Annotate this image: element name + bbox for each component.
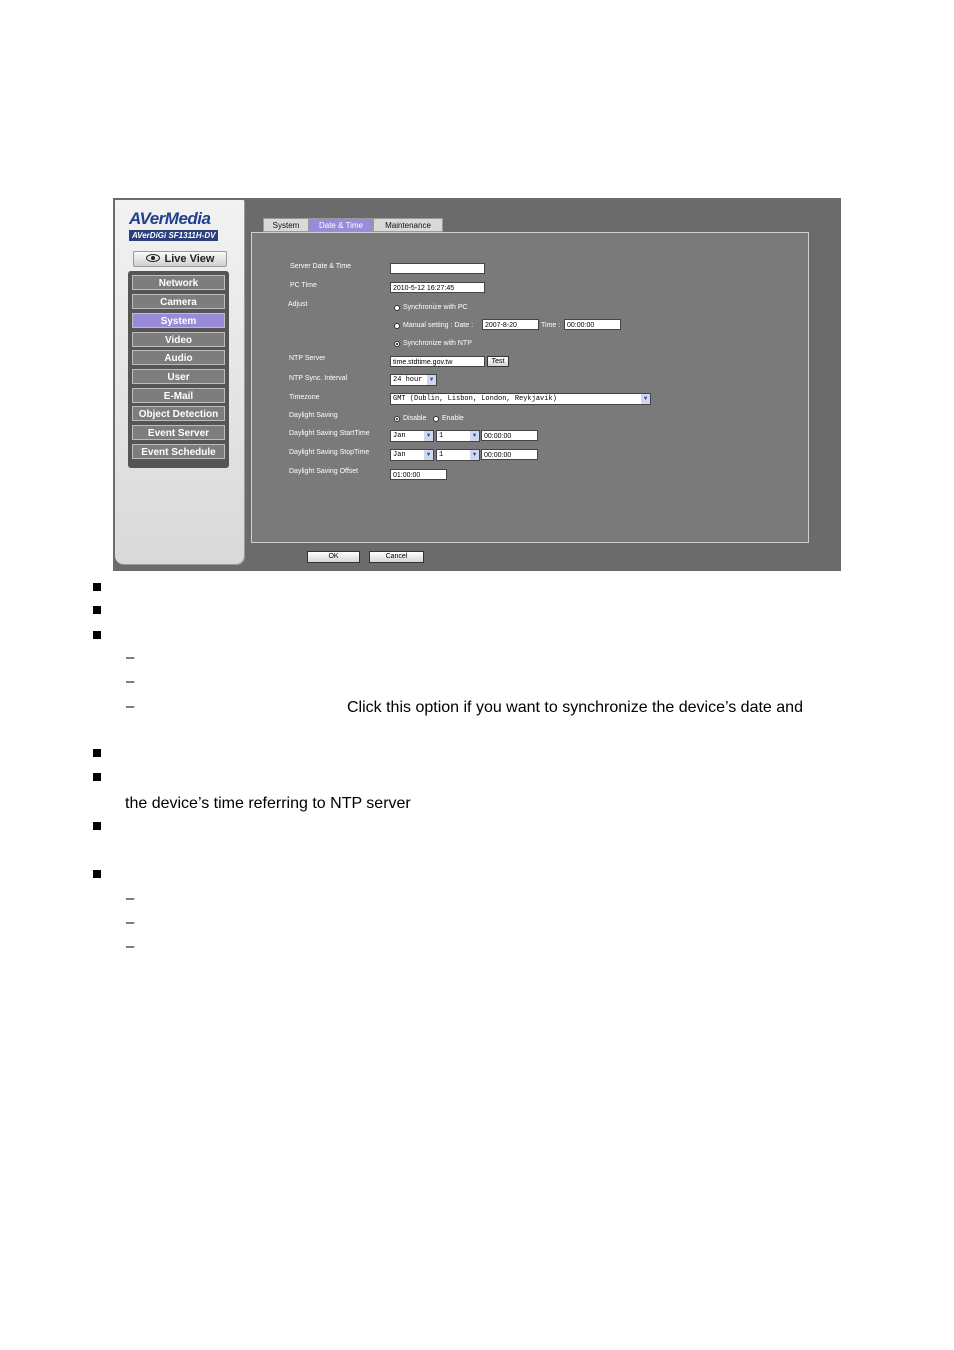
sidebar-item-system[interactable]: System xyxy=(132,313,225,328)
square-bullet-icon xyxy=(93,870,101,878)
radio-icon xyxy=(433,416,439,422)
manual-date-input[interactable]: 2007-8-20 xyxy=(482,319,539,330)
dash-bullet: – xyxy=(126,649,135,666)
server-datetime-field xyxy=(390,263,485,274)
dst-stop-time-input[interactable]: 00:00:00 xyxy=(481,449,538,460)
eye-icon xyxy=(146,253,160,265)
cancel-button[interactable]: Cancel xyxy=(369,551,424,563)
sidebar-item-camera[interactable]: Camera xyxy=(132,294,225,309)
ntp-server-label: NTP Server xyxy=(289,355,326,362)
ntp-server-input[interactable]: time.stdtime.gov.tw xyxy=(390,356,485,367)
dash-bullet: – xyxy=(126,698,135,715)
sidebar-item-email[interactable]: E-Mail xyxy=(132,388,225,403)
chevron-down-icon: ▼ xyxy=(427,375,436,385)
tab-system[interactable]: System xyxy=(263,218,309,232)
radio-selected-icon xyxy=(394,341,400,347)
dst-stop-day-select[interactable] xyxy=(436,449,480,461)
sidebar xyxy=(115,200,244,564)
manual-setting-radio[interactable] xyxy=(394,322,473,329)
live-view-button[interactable] xyxy=(133,251,227,267)
tab-maintenance[interactable]: Maintenance xyxy=(373,218,443,232)
radio-icon xyxy=(394,323,400,329)
dst-enable-radio[interactable] xyxy=(433,415,464,422)
settings-panel xyxy=(251,232,809,543)
pc-time-label: PC Time xyxy=(290,282,317,289)
square-bullet-icon xyxy=(93,606,101,614)
ntp-description-continuation: the device’s time referring to NTP server xyxy=(125,795,411,812)
dash-bullet: – xyxy=(126,914,135,931)
manual-time-input[interactable]: 00:00:00 xyxy=(564,319,621,330)
server-datetime-label: Server Date & Time xyxy=(290,263,352,270)
square-bullet-icon xyxy=(93,773,101,781)
radio-selected-icon xyxy=(394,416,400,422)
sync-ntp-radio[interactable] xyxy=(394,340,472,347)
square-bullet-icon xyxy=(93,583,101,591)
camera-web-ui-screenshot xyxy=(113,198,841,571)
ntp-interval-select[interactable] xyxy=(390,374,437,386)
chevron-down-icon: ▼ xyxy=(470,431,479,441)
manual-time-label: Time : xyxy=(541,322,561,329)
sidebar-menu xyxy=(128,271,229,468)
pc-time-field: 2010-5-12 16:27:45 xyxy=(390,282,485,293)
square-bullet-icon xyxy=(93,749,101,757)
adjust-label: Adjust xyxy=(288,301,308,308)
sidebar-item-event-schedule[interactable]: Event Schedule xyxy=(132,444,225,459)
chevron-down-icon: ▼ xyxy=(424,450,433,460)
sidebar-item-network[interactable]: Network xyxy=(132,275,225,290)
dst-start-month-value: Jan xyxy=(393,432,406,440)
chevron-down-icon: ▼ xyxy=(641,394,650,404)
sidebar-item-audio[interactable]: Audio xyxy=(132,350,225,365)
tab-date-time[interactable]: Date & Time xyxy=(309,218,373,232)
radio-icon xyxy=(394,305,400,311)
square-bullet-icon xyxy=(93,822,101,830)
dst-disable-radio[interactable] xyxy=(394,415,426,422)
timezone-label: Timezone xyxy=(289,394,320,401)
dst-stop-label: Daylight Saving StopTime xyxy=(289,449,370,456)
dst-start-day-value: 1 xyxy=(439,432,444,440)
timezone-select[interactable] xyxy=(390,393,651,405)
sidebar-item-object-detection[interactable]: Object Detection xyxy=(132,406,225,421)
model-badge: AVerDiGi SF1311H-DV xyxy=(129,230,218,241)
sync-pc-label: Synchronize with PC xyxy=(403,304,468,311)
sync-pc-radio[interactable] xyxy=(394,304,468,311)
sync-ntp-label: Synchronize with NTP xyxy=(403,340,472,347)
chevron-down-icon: ▼ xyxy=(424,431,433,441)
dst-stop-month-value: Jan xyxy=(393,451,406,459)
timezone-value: GMT (Dublin, Lisbon, London, Reykjavik) xyxy=(393,395,557,403)
ntp-interval-label: NTP Sync. Interval xyxy=(289,375,348,382)
square-bullet-icon xyxy=(93,631,101,639)
dst-offset-label: Daylight Saving Offset xyxy=(289,468,359,475)
dst-offset-input[interactable]: 01:00:00 xyxy=(390,469,447,480)
dst-enable-label: Enable xyxy=(442,415,464,422)
dash-bullet: – xyxy=(126,890,135,907)
brand-logo: AVerMedia xyxy=(129,209,211,228)
dash-bullet: – xyxy=(126,938,135,955)
dst-start-day-select[interactable] xyxy=(436,430,480,442)
dst-stop-month-select[interactable] xyxy=(390,449,434,461)
ok-button[interactable]: OK xyxy=(307,551,360,563)
dst-start-label: Daylight Saving StartTime xyxy=(289,430,370,437)
dash-bullet: – xyxy=(126,673,135,690)
ntp-option-description: Click this option if you want to synchronize the device’s date and xyxy=(347,699,803,716)
chevron-down-icon: ▼ xyxy=(470,450,479,460)
ntp-interval-value: 24 hour xyxy=(393,376,423,384)
daylight-saving-label: Daylight Saving xyxy=(289,412,338,419)
manual-date-label: Manual setting : Date : xyxy=(403,322,474,329)
sidebar-item-user[interactable]: User xyxy=(132,369,225,384)
sidebar-item-event-server[interactable]: Event Server xyxy=(132,425,225,440)
dst-start-month-select[interactable] xyxy=(390,430,434,442)
dst-stop-day-value: 1 xyxy=(439,451,444,459)
live-view-label: Live View xyxy=(164,253,215,265)
dst-start-time-input[interactable]: 00:00:00 xyxy=(481,430,538,441)
dst-disable-label: Disable xyxy=(403,415,427,422)
sidebar-item-video[interactable]: Video xyxy=(132,332,225,347)
ntp-test-button[interactable]: Test xyxy=(487,356,509,367)
